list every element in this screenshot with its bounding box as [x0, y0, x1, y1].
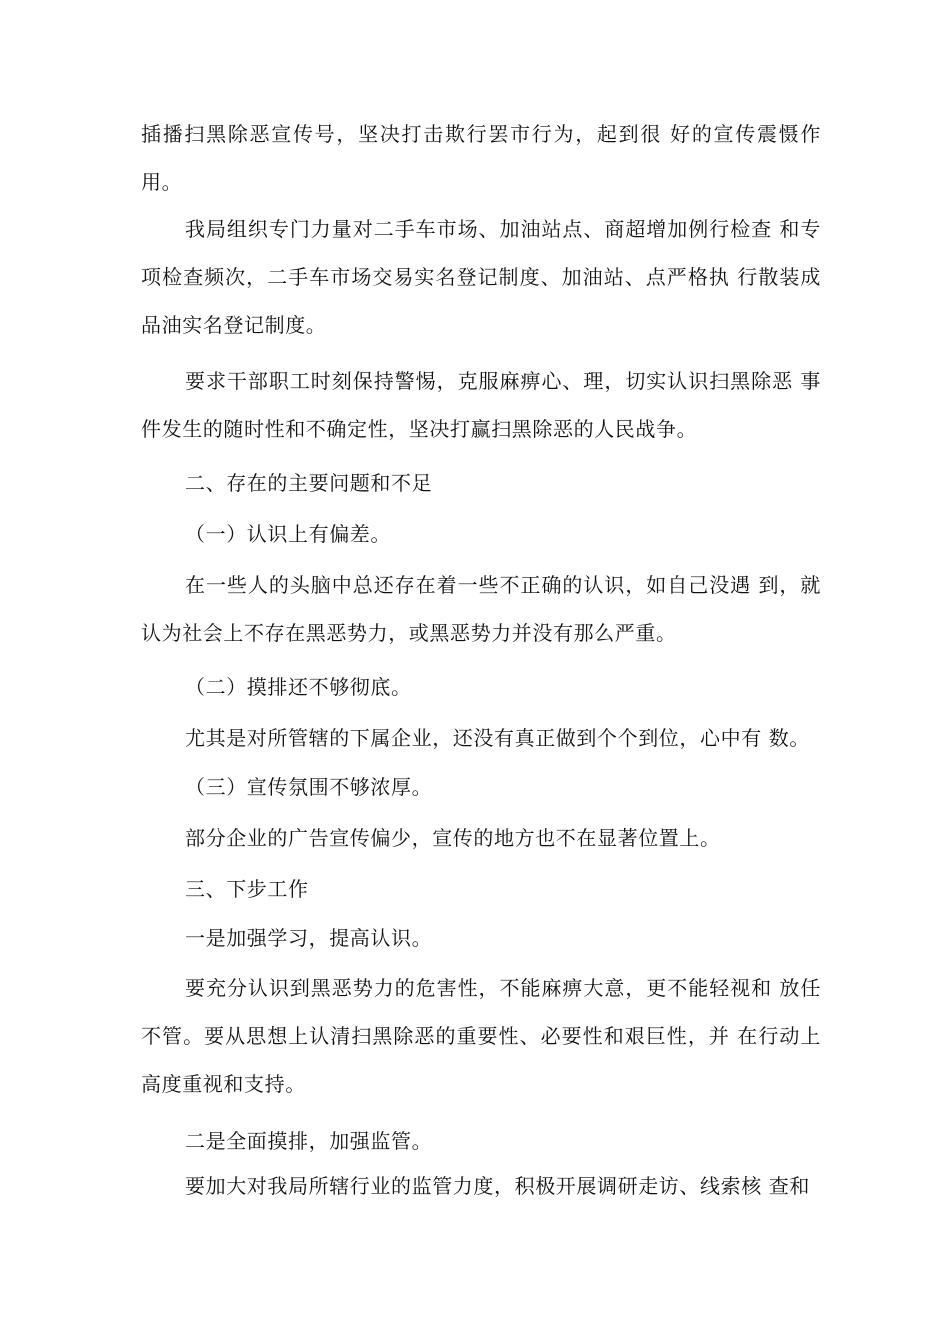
- paragraph-4: 在一些人的头脑中总还存在着一些不正确的认识，如自己没遇 到，就认为社会上不存在黑恶势力，或黑恶势力并没有那么严重。: [141, 573, 821, 645]
- paragraph-5: 尤其是对所管辖的下属企业，还没有真正做到个个到位，心中有 数。: [185, 726, 810, 750]
- subheading-2: （二）摸排还不够彻底。: [185, 675, 412, 699]
- subheading-5: 二是全面摸排，加强监管。: [185, 1129, 433, 1153]
- paragraph-2: 我局组织专门力量对二手车市场、加油站点、商超增加例行检查 和专项检查频次，二手车市场交易实名登记制度、加油站、点严格执 行散装成品油实名登记制度。: [141, 217, 821, 337]
- paragraph-1: 插播扫黑除恶宣传号，坚决打击欺行罢市行为，起到很 好的宣传震慑作用。: [141, 122, 821, 194]
- paragraph-8: 要加大对我局所辖行业的监管力度，积极开展调研走访、线索核 查和: [185, 1174, 810, 1198]
- subheading-1: （一）认识上有偏差。: [185, 522, 391, 546]
- subheading-3: （三）宣传氛围不够浓厚。: [185, 775, 433, 799]
- subheading-4: 一是加强学习，提高认识。: [185, 926, 433, 950]
- section-heading-next-steps: 三、下步工作: [185, 877, 309, 901]
- paragraph-3: 要求干部职工时刻保持警惕，克服麻痹心、理，切实认识扫黑除恶 事件发生的随时性和不确定性，坚决打赢扫黑除恶的人民战争。: [141, 369, 821, 441]
- paragraph-7: 要充分认识到黑恶势力的危害性，不能麻痹大意，更不能轻视和 放任不管。要从思想上认清扫黑除恶的重要性、必要性和艰巨性，并 在行动上高度重视和支持。: [141, 976, 821, 1096]
- section-heading-problems: 二、存在的主要问题和不足: [185, 471, 433, 495]
- paragraph-6: 部分企业的广告宣传偏少，宣传的地方也不在显著位置上。: [185, 826, 721, 850]
